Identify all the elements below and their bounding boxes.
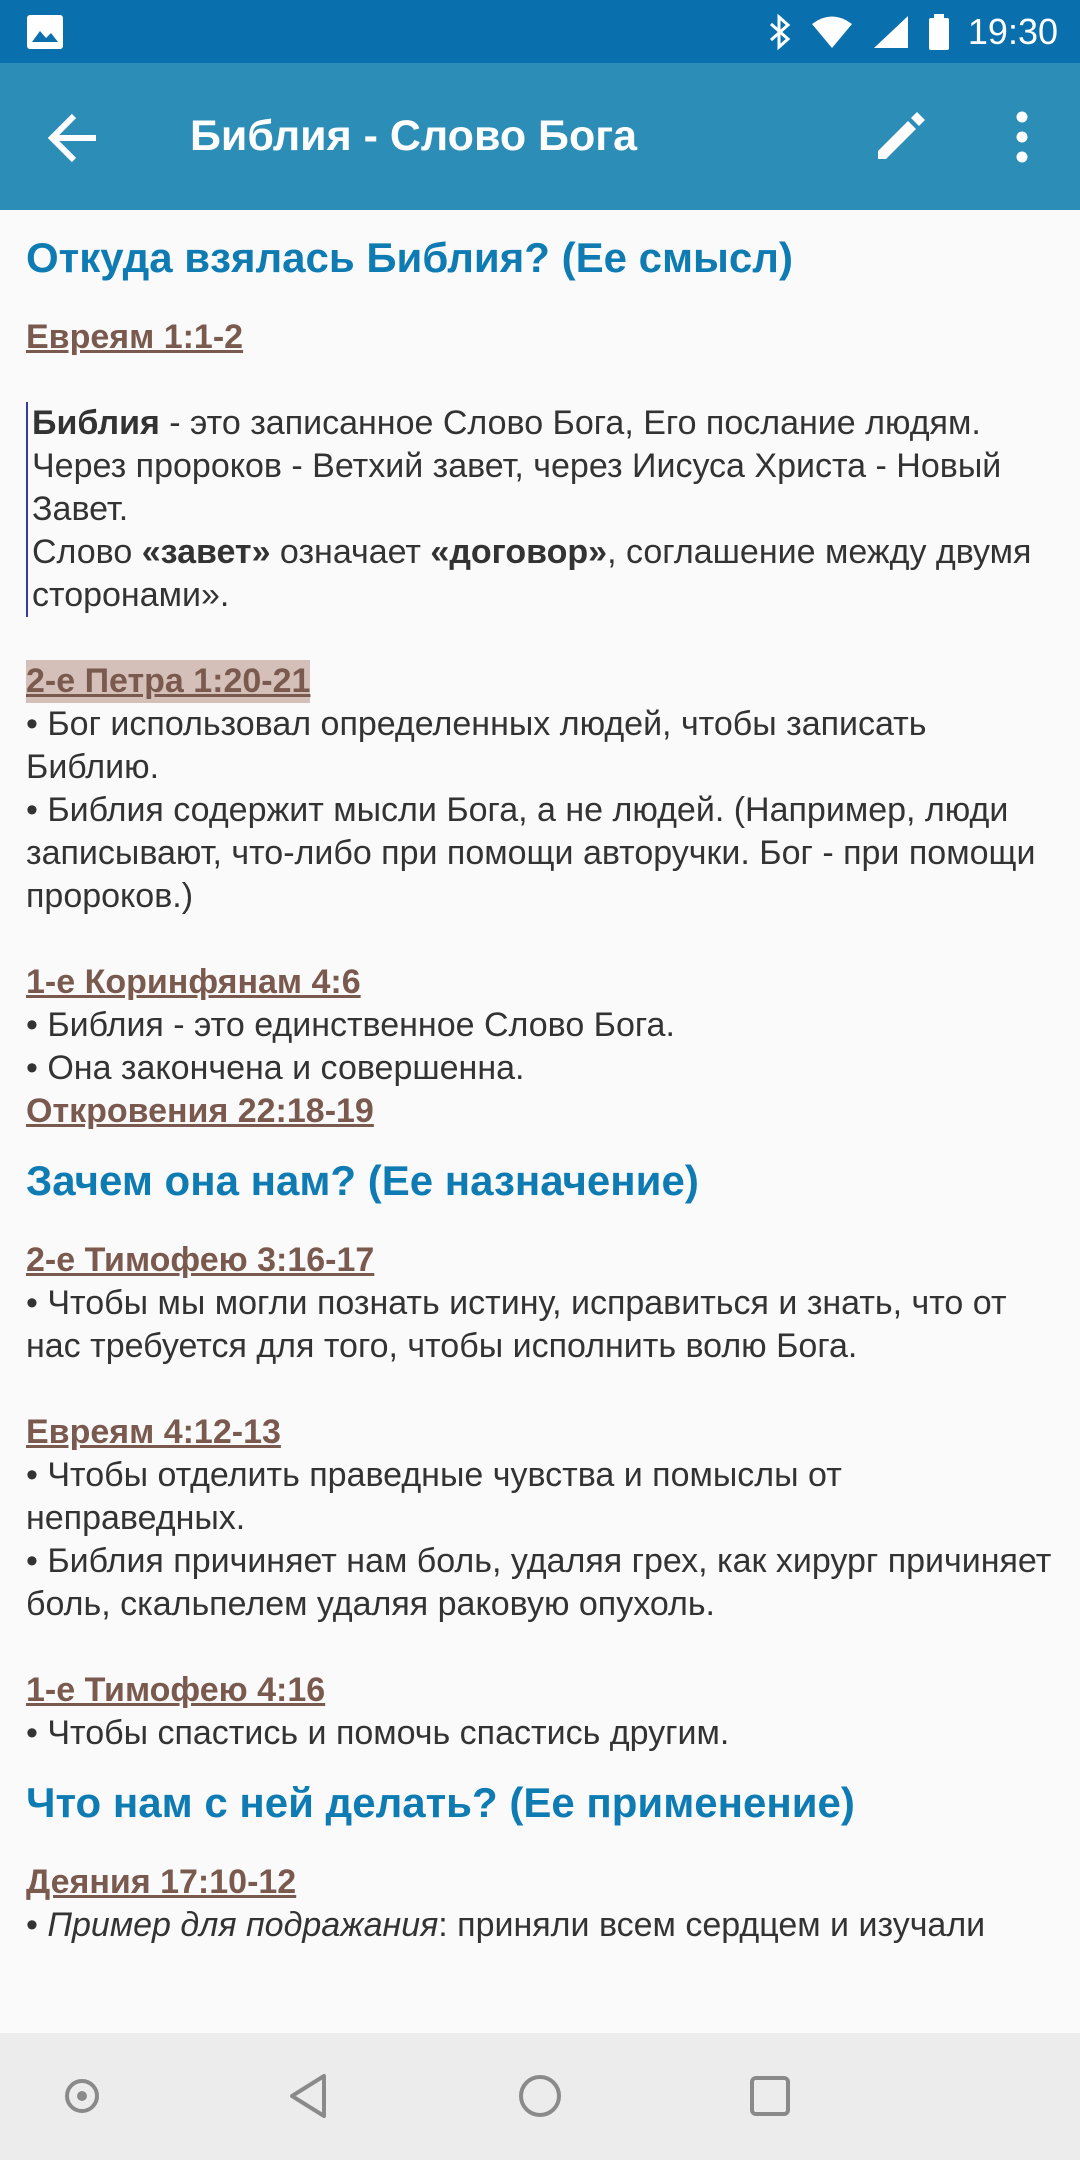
page-title: Библия - Слово Бога	[190, 112, 638, 160]
text: - это записанное Слово Бога, Его послание людям. Через пророков - Ветхий завет, через Иисуса Христа - Новый Завет.	[32, 404, 1002, 528]
system-nav-bar	[0, 2033, 1080, 2160]
scripture-link-highlighted[interactable]: 2-е Петра 1:20-21	[26, 660, 310, 703]
bold-text: Библия	[32, 404, 160, 442]
note-content[interactable]	[0, 210, 1080, 2033]
scripture-link[interactable]: Откровения 22:18-19	[26, 1092, 374, 1130]
scripture-link[interactable]: Евреям 4:12-13	[26, 1413, 281, 1451]
signal-icon	[872, 14, 910, 50]
recents-square-icon[interactable]	[740, 2066, 800, 2126]
scripture-link[interactable]: 1-е Тимофею 4:16	[26, 1671, 326, 1709]
status-bar	[0, 0, 1080, 63]
bullet-item: • Чтобы спастись и помочь спастись другим.	[26, 1714, 730, 1752]
bullet-item: • Чтобы мы могли познать истину, исправиться и знать, что от нас требуется для того, чтобы исполнить волю Бога.	[26, 1284, 1007, 1365]
more-vert-icon[interactable]	[1000, 109, 1044, 165]
section-heading: Что нам с ней делать? (Ее применение)	[26, 1779, 855, 1826]
text: Слово	[32, 533, 142, 571]
paragraph	[32, 402, 1054, 531]
text: , соглашение между двумя сторонами».	[32, 533, 1032, 614]
home-circle-icon[interactable]	[510, 2066, 570, 2126]
italic-text: Пример для подражания	[47, 1906, 439, 1944]
section-heading: Откуда взялась Библия? (Ее смысл)	[26, 234, 793, 281]
scripture-link[interactable]: 2-е Тимофею 3:16-17	[26, 1241, 375, 1279]
bullet-item: • Библия причиняет нам боль, удаляя грех, как хирург причиняет боль, скальпелем удаляя раковую опухоль.	[26, 1542, 1052, 1623]
bullet-item: • Она закончена и совершенна.	[26, 1049, 525, 1087]
bullet-item: • Чтобы отделить праведные чувства и помыслы от неправедных.	[26, 1456, 842, 1537]
assist-icon[interactable]	[52, 2066, 112, 2126]
back-triangle-icon[interactable]	[280, 2066, 340, 2126]
text: : приняли всем сердцем и изучали	[438, 1906, 986, 1944]
bullet-item	[26, 1904, 1054, 1947]
scripture-link[interactable]: Евреям 1:1-2	[26, 318, 244, 356]
battery-icon	[928, 13, 950, 51]
bluetooth-icon	[768, 14, 792, 50]
text: •	[26, 1906, 48, 1944]
wifi-icon	[810, 15, 854, 49]
edit-pencil-icon[interactable]	[872, 109, 928, 165]
bullet-item: • Библия содержит мысли Бога, а не людей. (Например, люди записывают, что-либо при помощи авторучки. Бог - при помощи пророков.)	[26, 791, 1036, 915]
paragraph	[32, 531, 1054, 617]
scripture-link[interactable]: Деяния 17:10-12	[26, 1863, 297, 1901]
scripture-link[interactable]: 1-е Коринфянам 4:6	[26, 963, 361, 1001]
quote-block	[26, 402, 1054, 617]
clock: 19:30	[967, 10, 1058, 52]
gallery-icon	[26, 14, 64, 50]
section-heading: Зачем она нам? (Ее назначение)	[26, 1157, 699, 1204]
bold-text: «завет»	[141, 533, 271, 571]
app-toolbar	[0, 63, 1080, 210]
back-arrow-icon[interactable]	[44, 108, 104, 168]
bullet-item: • Бог использовал определенных людей, чтобы записать Библию.	[26, 705, 927, 786]
bullet-item: • Библия - это единственное Слово Бога.	[26, 1006, 675, 1044]
text: означает	[270, 533, 431, 571]
bold-text: «договор»	[430, 533, 608, 571]
